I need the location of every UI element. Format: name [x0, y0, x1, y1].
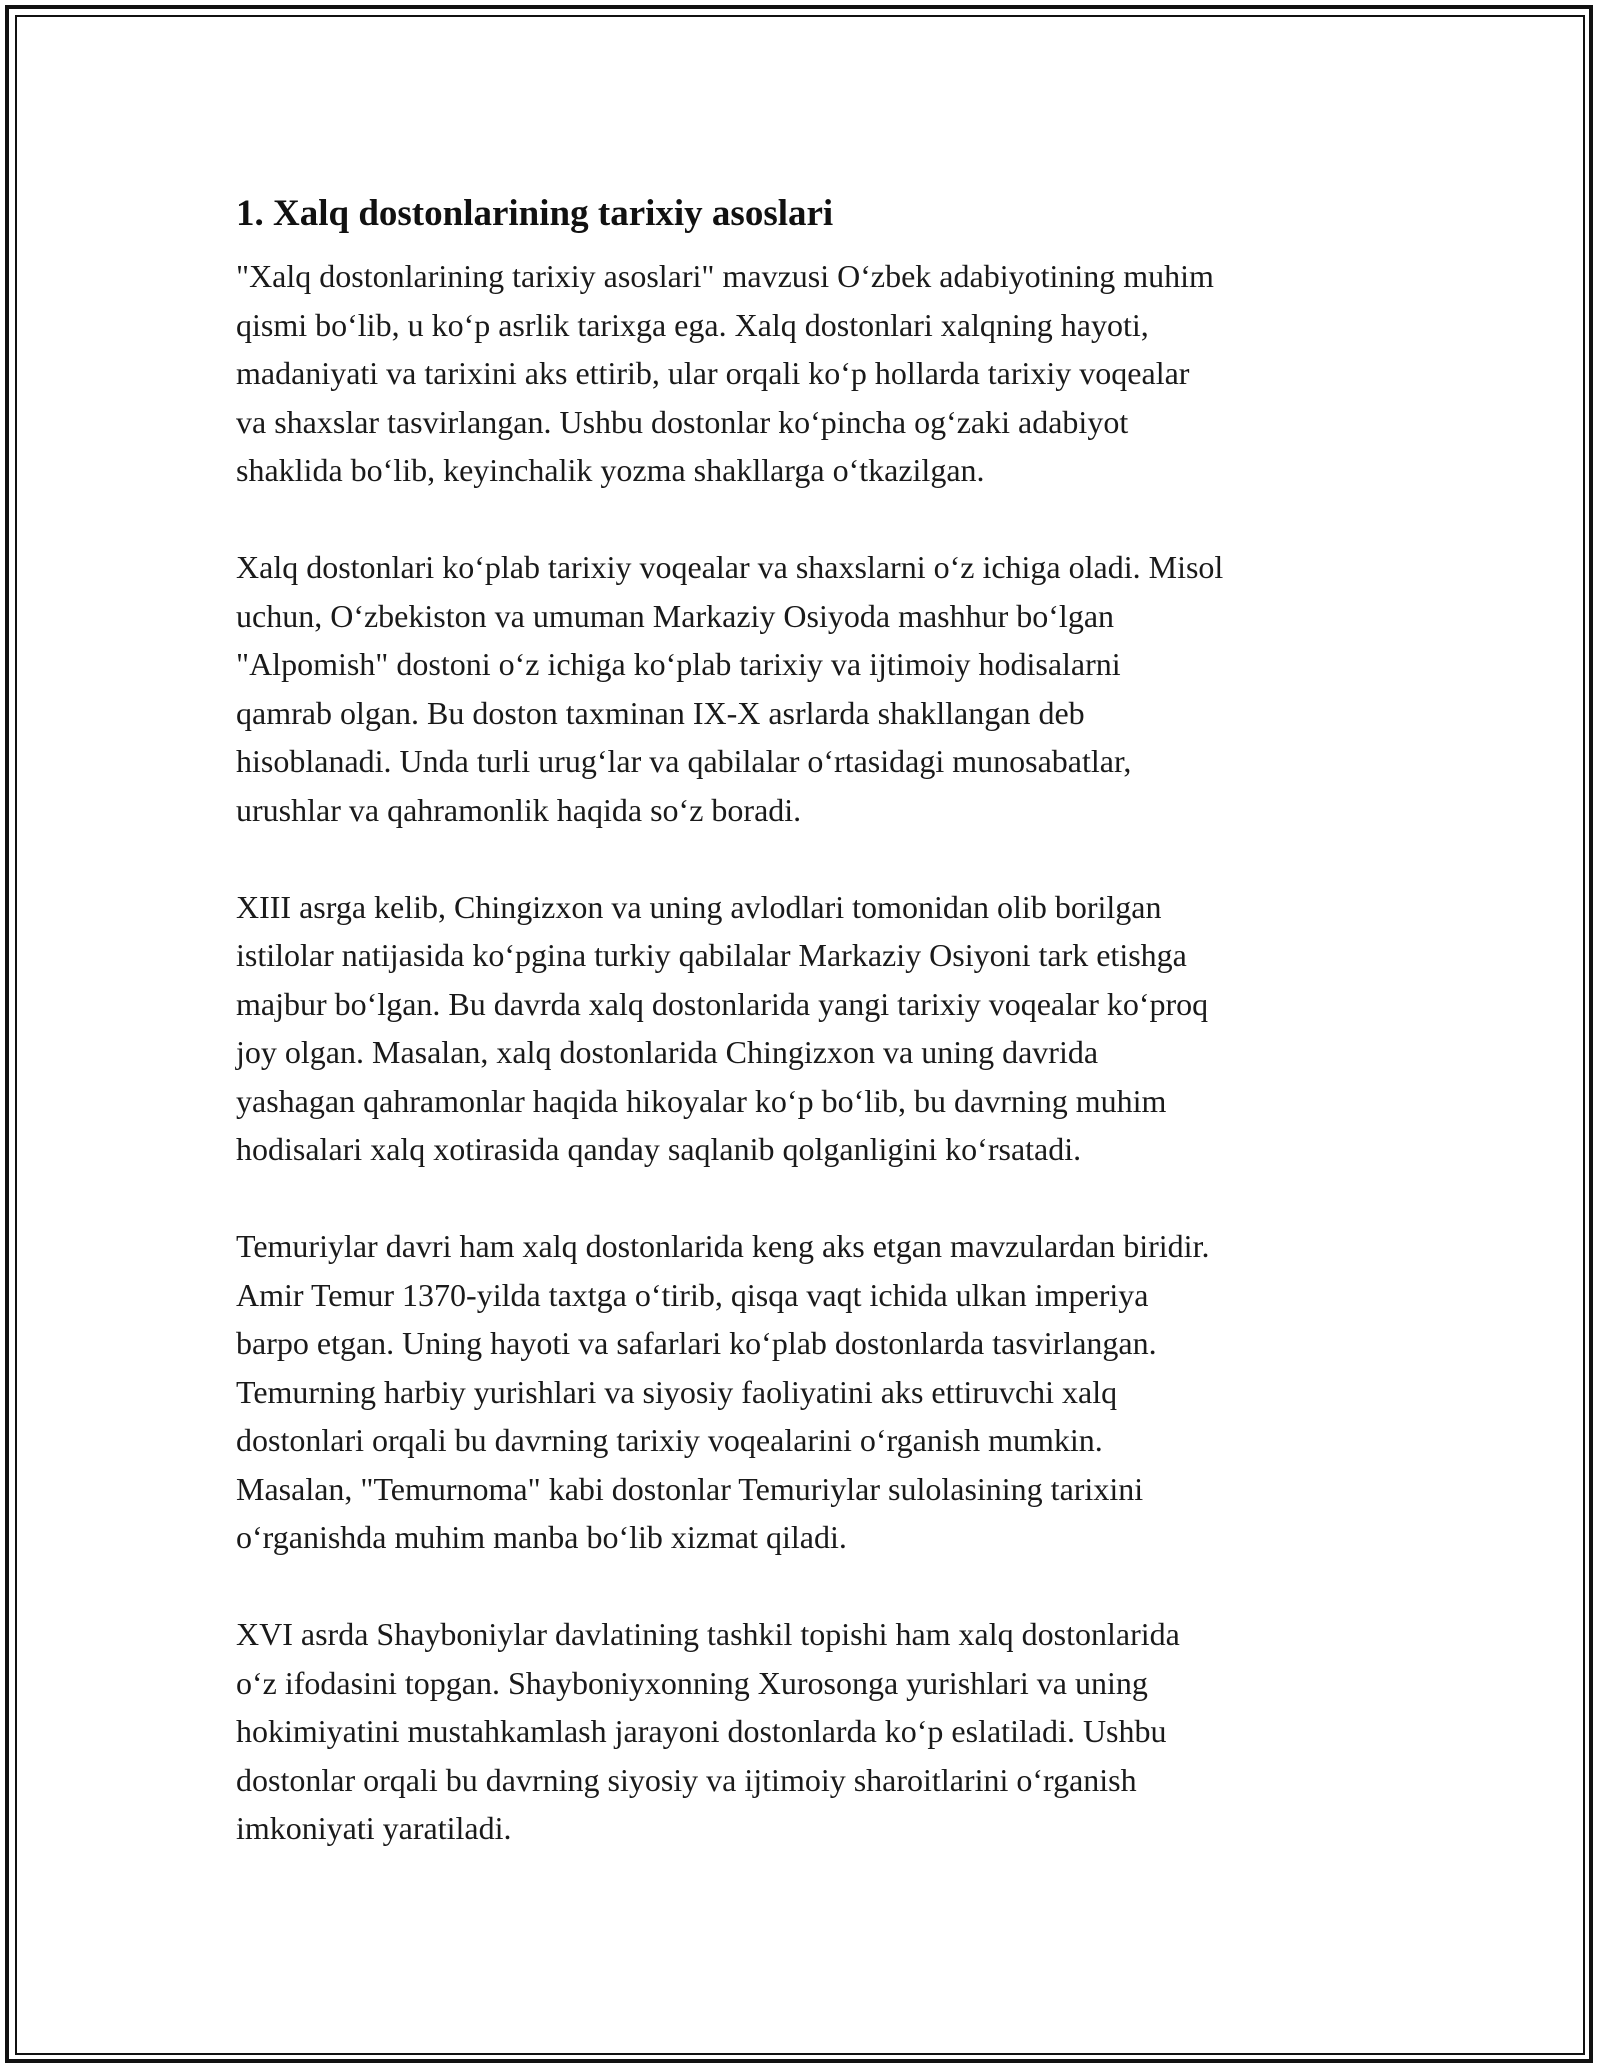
text-line: uchun, O‘zbekiston va umuman Markaziy Osiyoda mashhur bo‘lgan	[236, 597, 1115, 634]
text-line: barpo etgan. Uning hayoti va safarlari ko‘plab dostonlarda tasvirlangan.	[236, 1325, 1157, 1361]
text-line: o‘z ifodasini topgan. Shayboniyxonning Xurosonga yurishlari va uning	[236, 1664, 1148, 1701]
text-line: va shaxslar tasvirlangan. Ushbu dostonlar ko‘pincha og‘zaki adabiyot	[236, 403, 1129, 440]
text-line: o‘rganishda muhim manba bo‘lib xizmat qiladi.	[236, 1519, 847, 1555]
text-line: joy olgan. Masalan, xalq dostonlarida Chingizxon va uning davrida	[236, 1034, 1099, 1070]
text-line: XVI asrda Shayboniylar davlatining tashkil topishi ham xalq dostonlarida	[236, 1616, 1180, 1652]
text-line: "Xalq dostonlarining tarixiy asoslari" mavzusi O‘zbek adabiyotining muhim	[236, 258, 1214, 294]
text-line: hisoblanadi. Unda turli urug‘lar va qabilalar o‘rtasidagi munosabatlar,	[236, 743, 1132, 779]
text-line: qismi bo‘lib, u ko‘p asrlik tarixga ega. Xalq dostonlari xalqning hayoti,	[236, 306, 1149, 343]
document-body	[236, 190, 1386, 1901]
text-line: majbur bo‘lgan. Bu davrda xalq dostonlarida yangi tarixiy voqealar ko‘proq	[236, 985, 1209, 1022]
text-line: madaniyati va tarixini aks ettirib, ular orqali ko‘p hollarda tarixiy voqealar	[236, 355, 1190, 391]
text-line: qamrab olgan. Bu doston taxminan IX-X asrlarda shakllangan deb	[236, 694, 1085, 731]
text-line: Temurning harbiy yurishlari va siyosiy faoliyatini aks ettiruvchi xalq	[236, 1373, 1118, 1410]
text-line: yashagan qahramonlar haqida hikoyalar ko‘p bo‘lib, bu davrning muhim	[236, 1082, 1167, 1119]
text-line: urushlar va qahramonlik haqida so‘z boradi.	[236, 791, 802, 828]
text-line: Xalq dostonlari ko‘plab tarixiy voqealar va shaxslarni o‘z ichiga oladi. Misol	[236, 549, 1224, 585]
text-line: Masalan, "Temurnoma" kabi dostonlar Temuriylar sulolasining tarixini	[236, 1470, 1144, 1507]
text-line: XIII asrga kelib, Chingizxon va uning avlodlari tomonidan olib borilgan	[236, 888, 1162, 925]
paragraph-4	[236, 1222, 1386, 1562]
paragraph-5	[236, 1610, 1386, 1853]
text-line: dostonlar orqali bu davrning siyosiy va ijtimoiy sharoitlarini o‘rganish	[236, 1761, 1137, 1798]
text-line: hokimiyatini mustahkamlash jarayoni dostonlarda ko‘p eslatiladi. Ushbu	[236, 1713, 1167, 1749]
paragraph-2	[236, 543, 1386, 834]
text-line: hodisalari xalq xotirasida qanday saqlanib qolganligini ko‘rsatadi.	[236, 1131, 1082, 1167]
paragraph-3	[236, 883, 1386, 1174]
text-line: dostonlari orqali bu davrning tarixiy voqealarini o‘rganish mumkin.	[236, 1422, 1103, 1458]
section-heading: 1. Xalq dostonlarining tarixiy asoslari	[236, 193, 834, 234]
text-line: Temuriylar davri ham xalq dostonlarida keng aks etgan mavzulardan biridir.	[236, 1228, 1210, 1264]
text-line: istilolar natijasida ko‘pgina turkiy qabilalar Markaziy Osiyoni tark etishga	[236, 937, 1187, 973]
text-line: imkoniyati yaratiladi.	[236, 1810, 512, 1846]
text-line: Amir Temur 1370-yilda taxtga o‘tirib, qisqa vaqt ichida ulkan imperiya	[236, 1276, 1149, 1313]
text-line: shaklida bo‘lib, keyinchalik yozma shakllarga o‘tkazilgan.	[236, 452, 985, 488]
text-line: "Alpomish" dostoni o‘z ichiga ko‘plab tarixiy va ijtimoiy hodisalarni	[236, 646, 1121, 682]
paragraph-1	[236, 252, 1386, 495]
